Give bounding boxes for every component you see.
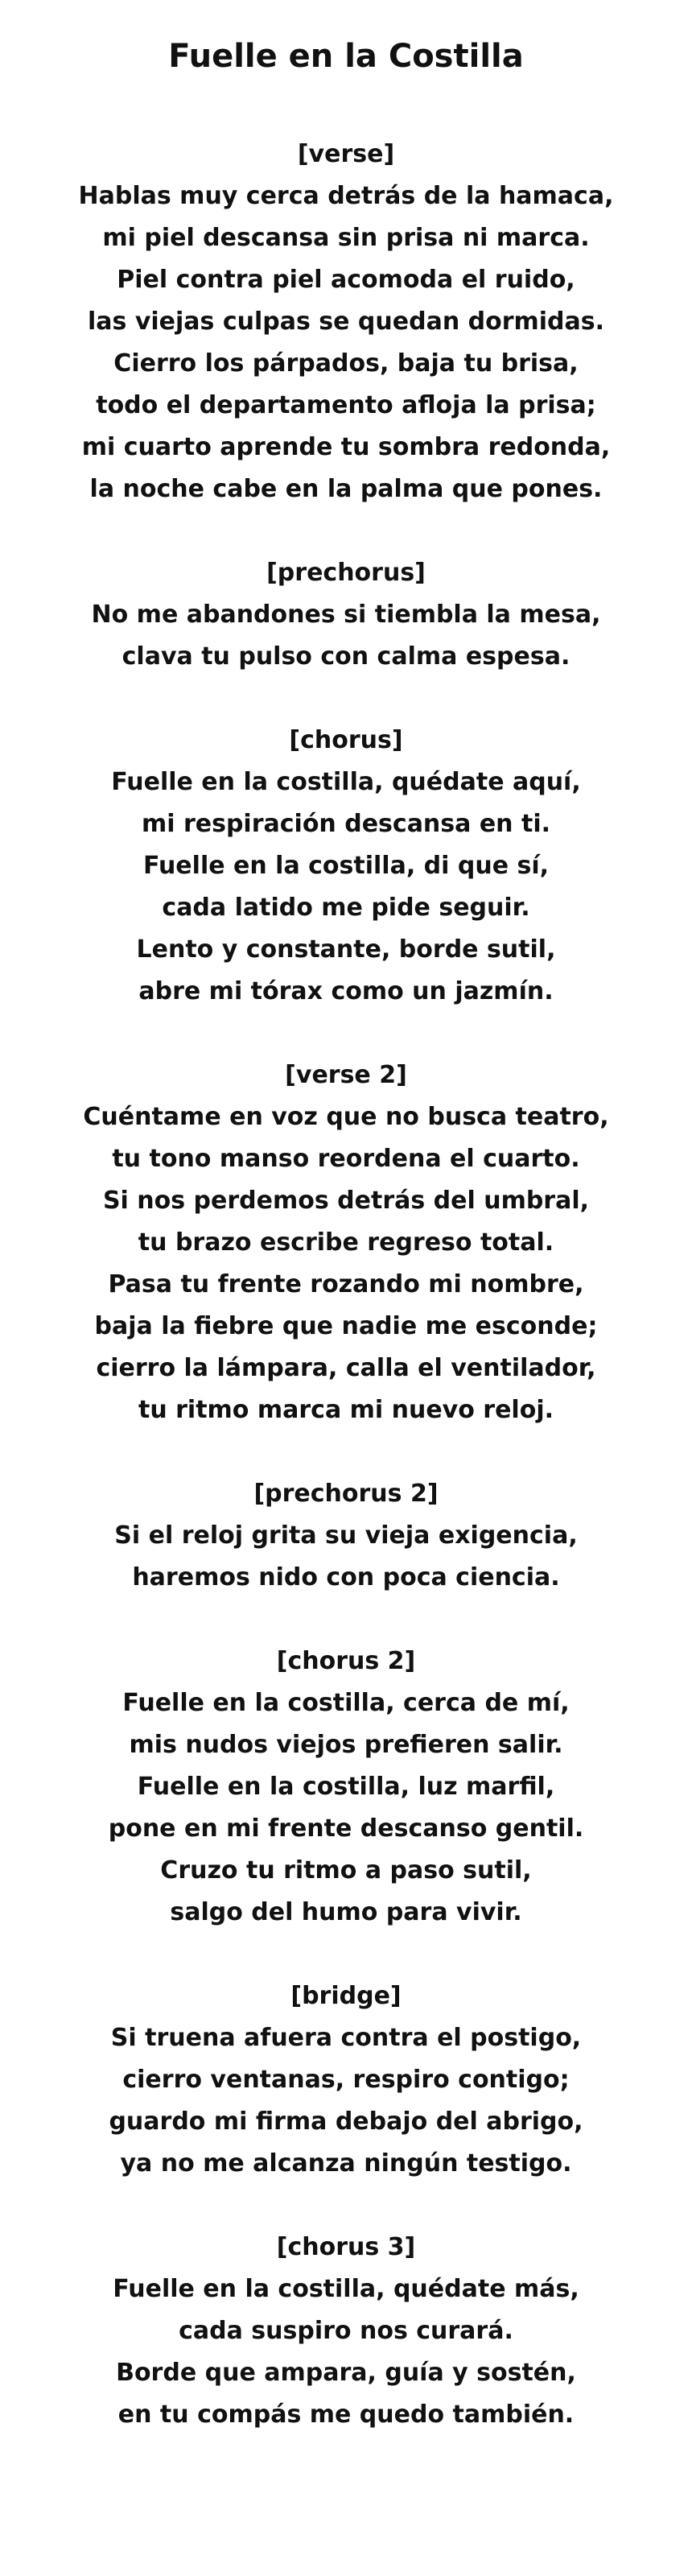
lyric-line: en tu compás me quedo también. — [117, 2401, 575, 2429]
lyric-line: cada latido me pide seguir. — [162, 894, 530, 922]
lyric-line: Pasa tu frente rozando mi nombre, — [108, 1270, 584, 1298]
section-label: [prechorus] — [266, 559, 426, 587]
section-verse-2 — [0, 1055, 692, 1431]
lyric-line: tu tono manso reordena el cuarto. — [112, 1145, 580, 1173]
lyric-line: ya no me alcanza ningún testigo. — [120, 2149, 572, 2178]
lyric-line: mi cuarto aprende tu sombra redonda, — [81, 433, 611, 461]
lyric-line: haremos nido con poca ciencia. — [132, 1563, 560, 1591]
section-verse — [0, 134, 692, 510]
lyric-line: Fuelle en la costilla, cerca de mí, — [122, 1689, 570, 1717]
lyric-line: cada suspiro nos curará. — [179, 2317, 513, 2345]
lyric-line: mis nudos viejos prefieren salir. — [129, 1731, 563, 1759]
lyric-line: baja la fiebre que nadie me esconde; — [94, 1312, 598, 1340]
lyric-line: Lento y constante, borde sutil, — [136, 935, 556, 964]
lyric-line: mi piel descansa sin prisa ni marca. — [102, 224, 590, 252]
section-chorus — [0, 720, 692, 1013]
lyric-line: todo el departamento afloja la prisa; — [96, 391, 596, 419]
section-label: [chorus 2] — [276, 1647, 416, 1675]
lyric-line: Piel contra piel acomoda el ruido, — [117, 266, 575, 294]
lyric-line: Fuelle en la costilla, di que sí, — [142, 852, 550, 880]
section-bridge — [0, 1975, 692, 2185]
lyric-line: Si truena afuera contra el postigo, — [110, 2024, 582, 2052]
section-label: [prechorus 2] — [253, 1480, 439, 1508]
section-chorus-3 — [0, 2227, 692, 2436]
lyric-line: pone en mi frente descanso gentil. — [108, 1814, 584, 1843]
lyric-line: guardo mi firma debajo del abrigo, — [109, 2107, 583, 2136]
section-chorus-2 — [0, 1641, 692, 1934]
lyric-line: Si el reloj grita su vieja exigencia, — [114, 1521, 578, 1550]
lyric-line: mi respiración descansa en ti. — [141, 810, 551, 838]
section-label: [verse 2] — [285, 1061, 407, 1089]
song-title: Fuelle en la Costilla — [168, 38, 524, 75]
lyric-line: Cruzo tu ritmo a paso sutil, — [160, 1856, 532, 1885]
lyric-line: Fuelle en la costilla, quédate más, — [113, 2275, 579, 2303]
section-prechorus — [0, 552, 692, 678]
lyric-line: abre mi tórax como un jazmín. — [138, 977, 554, 1005]
section-prechorus-2 — [0, 1473, 692, 1599]
section-label: [chorus 3] — [276, 2233, 416, 2261]
lyric-line: tu brazo escribe regreso total. — [138, 1228, 554, 1257]
lyric-line: Borde que ampara, guía y sostén, — [116, 2359, 576, 2387]
lyric-line: Cierro los párpados, baja tu brisa, — [113, 349, 579, 378]
lyric-line: Cuéntame en voz que no busca teatro, — [83, 1103, 609, 1131]
lyric-line: cierro la lámpara, calla el ventilador, — [96, 1354, 596, 1382]
lyric-line: Si nos perdemos detrás del umbral, — [102, 1187, 590, 1215]
lyric-line: las viejas culpas se quedan dormidas. — [87, 308, 605, 336]
lyric-line: Fuelle en la costilla, luz marfil, — [137, 1773, 555, 1801]
section-label: [chorus] — [289, 726, 403, 754]
lyric-line: Fuelle en la costilla, quédate aquí, — [111, 768, 581, 796]
lyric-line: cierro ventanas, respiro contigo; — [122, 2066, 570, 2094]
lyric-line: la noche cabe en la palma que pones. — [89, 475, 603, 503]
lyric-line: Hablas muy cerca detrás de la hamaca, — [78, 182, 614, 210]
lyric-line: No me abandones si tiembla la mesa, — [91, 601, 601, 629]
section-label: [verse] — [297, 140, 395, 168]
lyric-line: salgo del humo para vivir. — [170, 1898, 522, 1926]
section-label: [bridge] — [290, 1982, 402, 2010]
lyric-line: tu ritmo marca mi nuevo reloj. — [138, 1396, 554, 1424]
lyric-line: clava tu pulso con calma espesa. — [122, 642, 570, 671]
